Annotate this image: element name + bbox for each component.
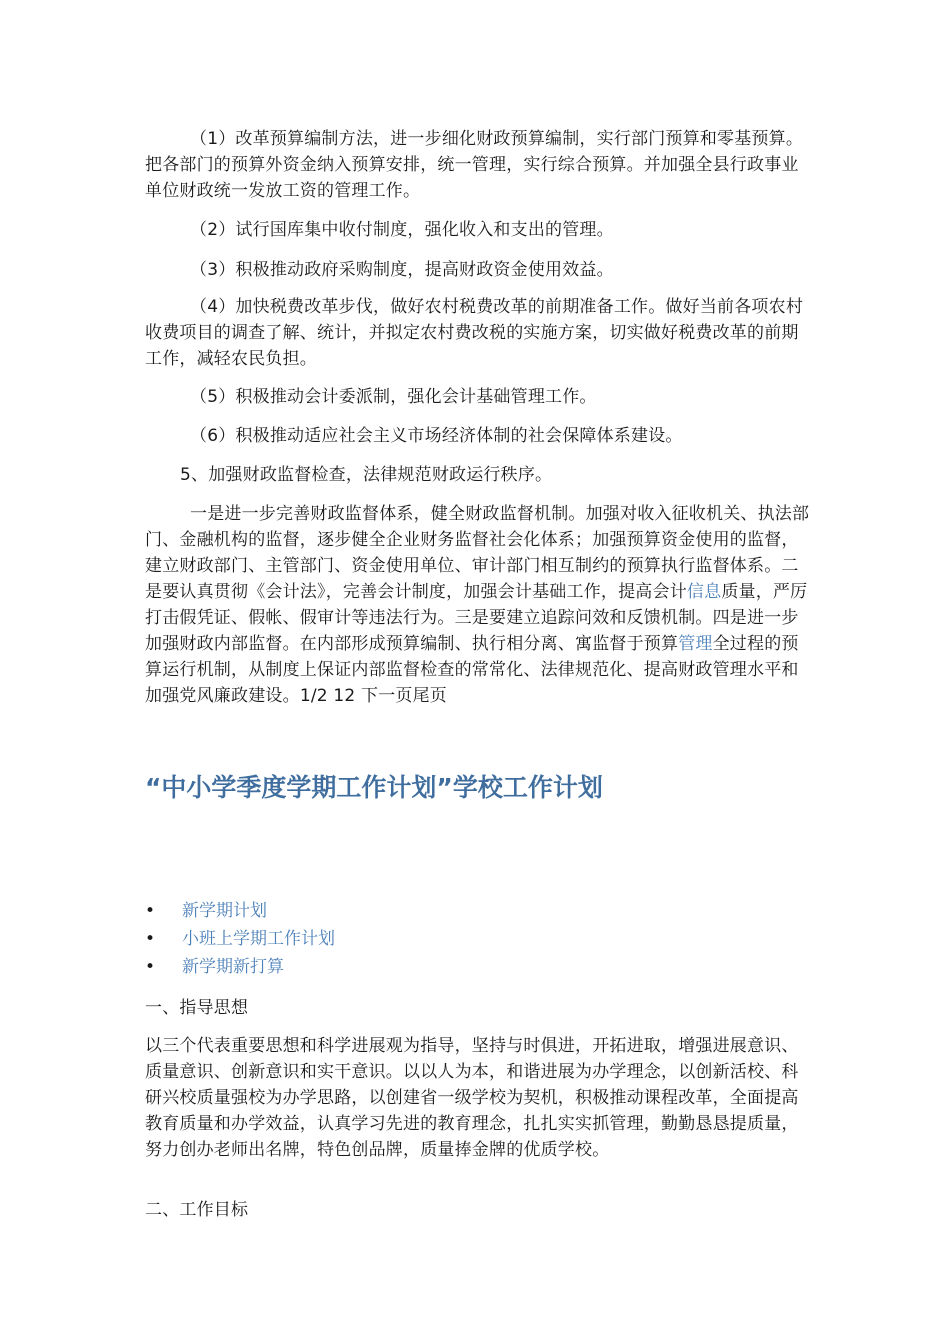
- bullet-icon: •: [145, 929, 156, 949]
- item-3-paragraph: （3）积极推动政府采购制度，提高财政资金使用效益。: [190, 260, 614, 280]
- item-5-paragraph: （5）积极推动会计委派制，强化会计基础管理工作。: [190, 387, 597, 407]
- related-link-item[interactable]: [145, 897, 810, 925]
- related-link-item[interactable]: [145, 925, 810, 953]
- item-4-paragraph: （4）加快税费改革步伐，做好农村税费改革的前期准备工作。做好当前各项农村收费项目的调查了解、统计，并拟定农村费改税的实施方案，切实做好税费改革的前期工作，减轻农民负担。: [145, 297, 804, 369]
- item-1-paragraph: （1）改革预算编制方法，进一步细化财政预算编制，实行部门预算和零基预算。把各部门的预算外资金纳入预算安排，统一管理，实行综合预算。并加强全县行政事业单位财政统一发放工资的管理工作。: [145, 129, 804, 201]
- supervision-text-1: 一是进一步完善财政监督体系，健全财政监督机制。加强对收入征收机关、执法部门、金融机构的监督，逐步健全企业财务监督社会化体系；加强预算资金使用的监督，建立财政部门、主管部门、资金使用单位、审计部门相互制约的预算执行监督体系。二是要认真贯彻《会计法》，完善会计制度，加强会计基础工作，提高会计: [145, 504, 810, 602]
- item-2-paragraph: （2）试行国库集中收付制度，强化收入和支出的管理。: [190, 220, 614, 240]
- heading-guiding-ideology: 一、指导思想: [145, 998, 249, 1018]
- item-6-paragraph: （6）积极推动适应社会主义市场经济体制的社会保障体系建设。: [190, 426, 683, 446]
- bullet-icon: •: [145, 901, 156, 921]
- pager[interactable]: 1/2 12 下一页尾页: [299, 686, 448, 706]
- info-link[interactable]: 信息: [686, 582, 722, 602]
- article-title: “中小学季度学期工作计划”学校工作计划: [145, 773, 603, 802]
- supervision-paragraph: [145, 501, 810, 709]
- related-link-text[interactable]: 新学期新打算: [182, 957, 284, 977]
- related-links-list: [145, 897, 810, 981]
- bullet-icon: •: [145, 957, 156, 977]
- related-link-text[interactable]: 新学期计划: [182, 901, 267, 921]
- management-link[interactable]: 管理: [678, 634, 713, 654]
- related-link-item[interactable]: [145, 953, 810, 981]
- related-link-text[interactable]: 小班上学期工作计划: [182, 929, 335, 949]
- section-5-heading: 5、加强财政监督检查，法律规范财政运行秩序。: [180, 465, 553, 485]
- supervision-text-3: 全过程的预算运行机制，从制度上保证内部监督检查的常常化、法律规范化、提高财政管理水平和加强党风廉政建设。: [145, 634, 799, 706]
- guiding-ideology-paragraph: 以三个代表重要思想和科学进展观为指导，坚持与时俱进，开拓进取，增强进展意识、质量意识、创新意识和实干意识。以以人为本，和谐进展为办学理念，以创新活校、科研兴校质量强校为办学思路，以创建省一级学校为契机，积极推动课程改革，全面提高教育质量和办学效益，认真学习先进的教育理念，扎扎实实抓管理，勤勤恳恳提质量，努力创办老师出名牌，特色创品牌，质量捧金牌的优质学校。: [145, 1036, 799, 1160]
- supervision-text-2: 质量，严厉打击假凭证、假帐、假审计等违法行为。三是要建立追踪问效和反馈机制。四是进一步加强财政内部监督。在内部形成预算编制、执行相分离、寓监督于预算: [145, 582, 808, 654]
- heading-work-goals: 二、工作目标: [145, 1200, 249, 1220]
